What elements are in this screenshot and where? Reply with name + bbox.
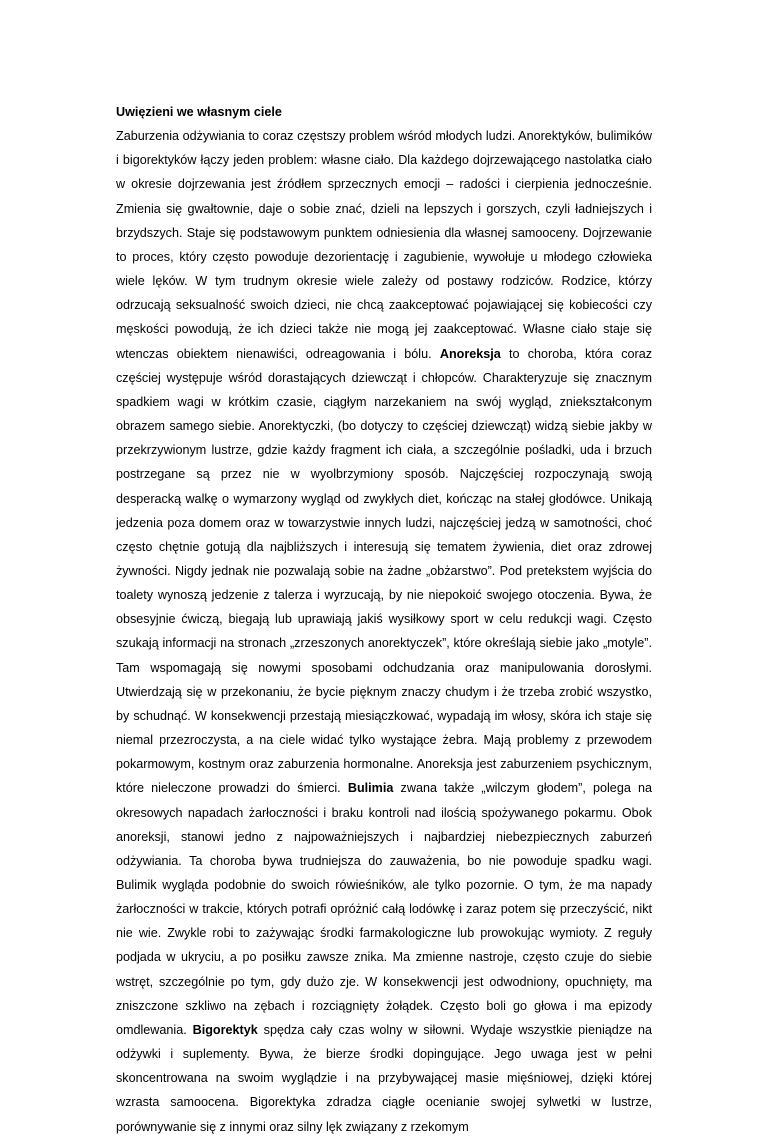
document-title: Uwięzieni we własnym ciele <box>116 105 282 119</box>
term-anoreksja: Anoreksja <box>439 346 501 361</box>
intro-paragraph: Zaburzenia odżywiania to coraz częstszy problem wśród młodych ludzi. Anorektyków, bulimików i bigorektyków łączy jeden problem: własne ciało. Dla każdego dojrzewającego nastolatka ciało w okresie dojrzewania jest źródłem sprzecznych emocji – radości i cierpienia jednocześnie. Zmienia się gwałtownie, daje o sobie znać, dzieli na lepszych i gorszych, czyli ładniejszych i brzydszych. Staje się podstawowym punktem odniesienia dla własnej samooceny. Dojrzewanie to proces, który często powoduje dezorientację i zagubienie, wywołuje u młodego człowieka wiele lęków. W tym trudnym okresie wiele zależy od postawy rodziców. Rodzice, którzy odrzucają seksualność swoich dzieci, nie chcą zaakceptować pojawiającej się kobiecości czy męskości powodują, że ich dzieci także nie mogą jej zaakceptować. Własne ciało staje się wtenczas obiektem nienawiści, odreagowania i bólu. <box>116 129 652 361</box>
section-bulimia-text: zwana także „wilczym głodem”, polega na okresowych napadach żarłoczności i braku kontroli nad ilością spożywanego pokarmu. Obok anoreksji, stanowi jedno z najpoważniejszych i najbardziej niebezpiecznych zaburzeń odżywiania. Ta choroba bywa trudniejsza do zauważenia, bo nie powoduje spadku wagi. Bulimik wygląda podobnie do swoich rówieśników, ale tylko pozornie. O tym, że ma napady żarłoczności w trakcie, których potrafi opróżnić całą lodówkę i zaraz potem się przeczyścić, nikt nie wie. Zwykle robi to zażywając środki farmakologiczne lub prowokując wymioty. Z reguły podjada w ukryciu, a po posiłku zawsze znika. Ma zmienne nastroje, często czuje do siebie wstręt, szczególnie po tym, gdy dużo zje. W konsekwencji jest odwodniony, opuchnięty, ma zniszczone szkliwo na zębach i rozciągnięty żołądek. Często boli go głowa i ma epizody omdlewania. <box>116 781 653 1037</box>
term-bigorektyk: Bigorektyk <box>192 1022 258 1037</box>
section-anoreksja-text: to choroba, która coraz częściej występuje wśród dorastających dziewcząt i chłopców. Charakteryzuje się znacznym spadkiem wagi w krótkim czasie, ciągłym narzekaniem na swój wygląd, zniekształconym obrazem samego siebie. Anorektyczki, (bo dotyczy to częściej dziewcząt) widzą siebie jakby w przekrzywionym lustrze, gdzie każdy fragment ich ciała, a szczególnie pośladki, uda i brzuch postrzegane są przez nie w wyolbrzymiony sposób. Najczęściej rozpoczynają swoją desperacką walkę o wymarzony wygląd od zwykłych diet, kończąc na stałej głodówce. Unikają jedzenia poza domem oraz w towarzystwie innych ludzi, najczęściej jedzą w samotności, choć często chętnie gotują dla najbliższych i interesują się tematem żywienia, diet oraz zdrowej żywności. Nigdy jednak nie pozwalają sobie na żadne „obżarstwo”. Pod pretekstem wyjścia do toalety wynoszą jedzenie z talerza i wyrzucają, by nie niepokoić swojego otoczenia. Bywa, że obsesyjnie ćwiczą, biegają lub uprawiają jakiś wysiłkowy sport w celu redukcji wagi. Często szukają informacji na stronach „zrzeszonych anorektyczek”, które określają siebie jako „motyle”. Tam wspomagają się nowymi sposobami odchudzania oraz manipulowania dorosłymi. Utwierdzają się w przekonaniu, że bycie pięknym znaczy chudym i że trzeba zrobić wszystko, by schudnąć. W konsekwencji przestają miesiączkować, wypadają im włosy, skóra ich staje się niemal przezroczysta, a na ciele widać tylko wystające żebra. Mają problemy z przewodem pokarmowym, kostnym oraz zaburzenia hormonalne. Anoreksja jest zaburzeniem psychicznym, które nieleczone prowadzi do śmierci. <box>116 346 653 796</box>
term-bulimia: Bulimia <box>347 781 394 796</box>
document-page <box>116 100 652 1139</box>
section-bigorektyk-text: spędza cały czas wolny w siłowni. Wydaje wszystkie pieniądze na odżywki i suplementy. Bywa, że bierze środki dopingujące. Jego uwaga jest w pełni skoncentrowana na swoim wyglądzie i na przybywającej masie mięśniowej, dzięki której wzrasta samoocena. Bigorektyka zdradza ciągłe ocenianie swojej sylwetki w lustrze, porównywanie się z innymi oraz silny lęk związany z rzekomym <box>116 1022 653 1134</box>
document-body <box>116 124 652 1139</box>
